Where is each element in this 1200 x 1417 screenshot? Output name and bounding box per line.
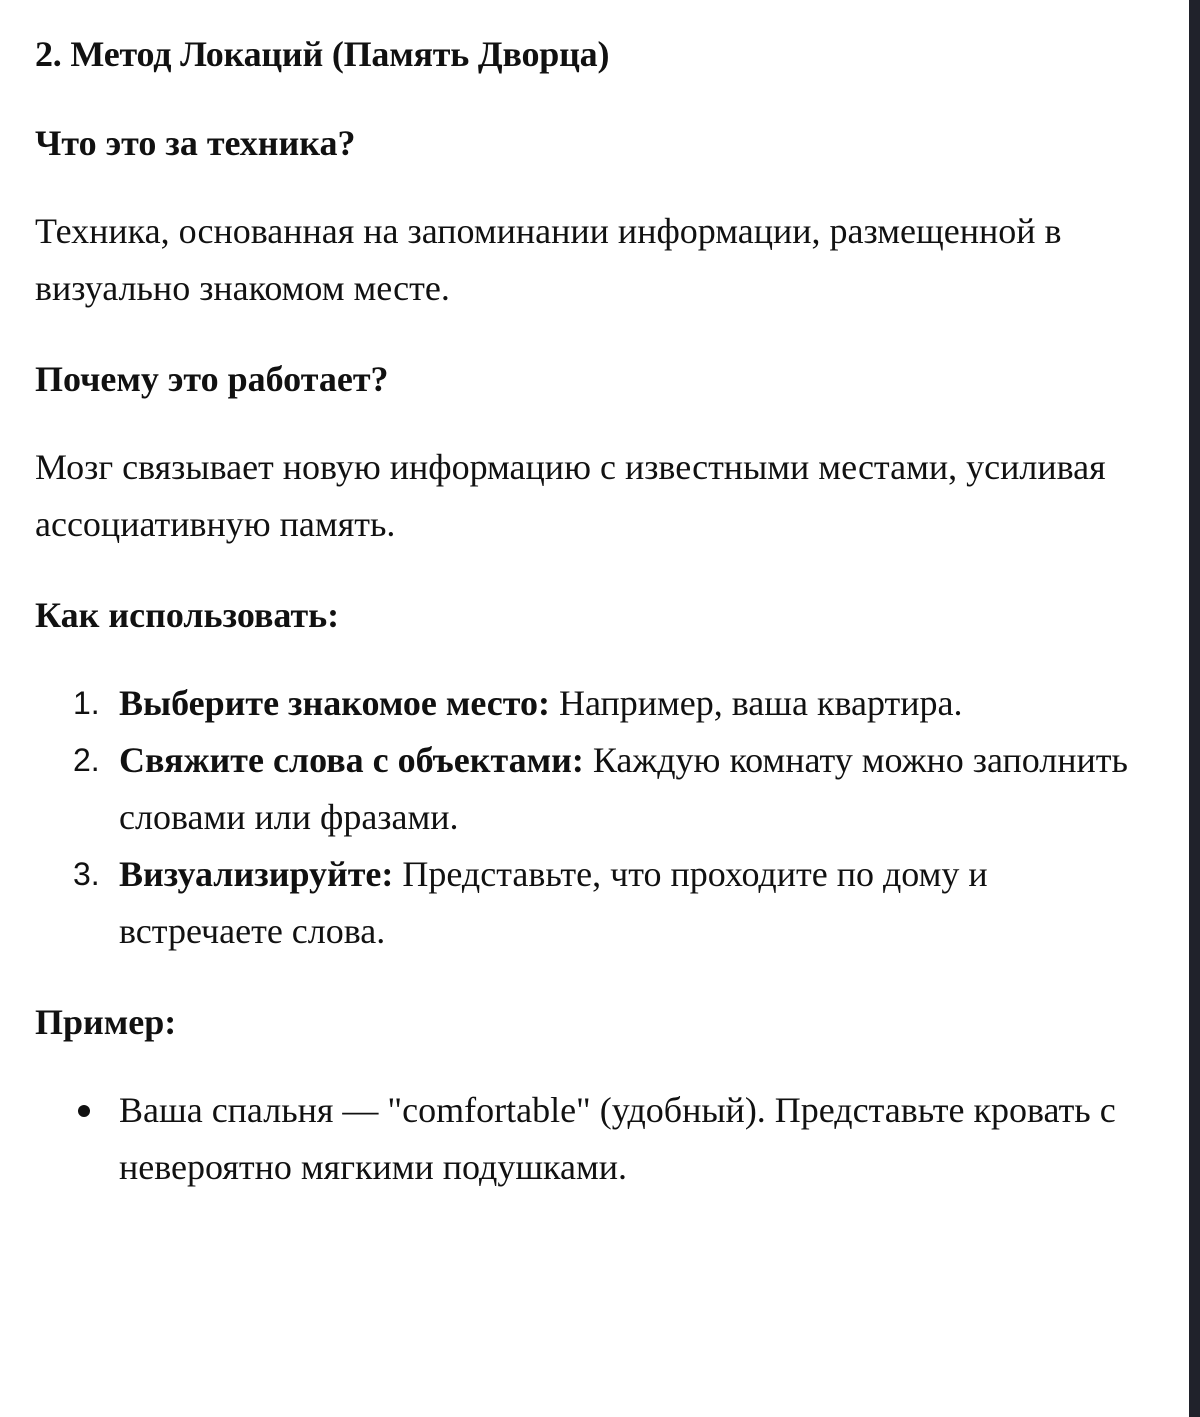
section-heading-how: Как использовать:: [35, 595, 340, 635]
section-heading-why: Почему это работает?: [35, 359, 389, 399]
step-number: 3.: [73, 856, 100, 892]
step-number: 1.: [73, 685, 100, 721]
bullet-icon: [78, 1105, 90, 1117]
step-item: [35, 846, 1155, 960]
section-text-what: Техника, основанная на запоминании информации, размещенной в визуально знакомом месте.: [35, 211, 1062, 308]
steps-list: [35, 675, 1155, 960]
step-item: [35, 732, 1155, 846]
step-text: Например, ваша квартира.: [549, 683, 963, 723]
example-text: Ваша спальня — "comfortable" (удобный). Представьте кровать с невероятно мягкими подушками.: [119, 1090, 1116, 1187]
document-content: [35, 32, 1155, 1196]
step-text: Каждую комнату можно заполнить словами или фразами.: [119, 740, 1128, 837]
step-text: Представьте, что проходите по дому и встречаете слова.: [119, 854, 988, 951]
window-edge: [1189, 0, 1200, 1417]
step-number: 2.: [73, 742, 100, 778]
example-list: [35, 1082, 1155, 1196]
step-bold: Выберите знакомое место:: [119, 683, 550, 723]
section-heading-example: Пример:: [35, 1002, 177, 1042]
step-bold: Свяжите слова с объектами:: [119, 740, 584, 780]
section-text-why: Мозг связывает новую информацию с известными местами, усиливая ассоциативную память.: [35, 447, 1106, 544]
step-bold: Визуализируйте:: [119, 854, 394, 894]
step-item: [35, 675, 1155, 732]
page-title: 2. Метод Локаций (Память Дворца): [35, 34, 610, 74]
list-item: [35, 1082, 1155, 1196]
section-heading-what: Что это за техника?: [35, 123, 356, 163]
